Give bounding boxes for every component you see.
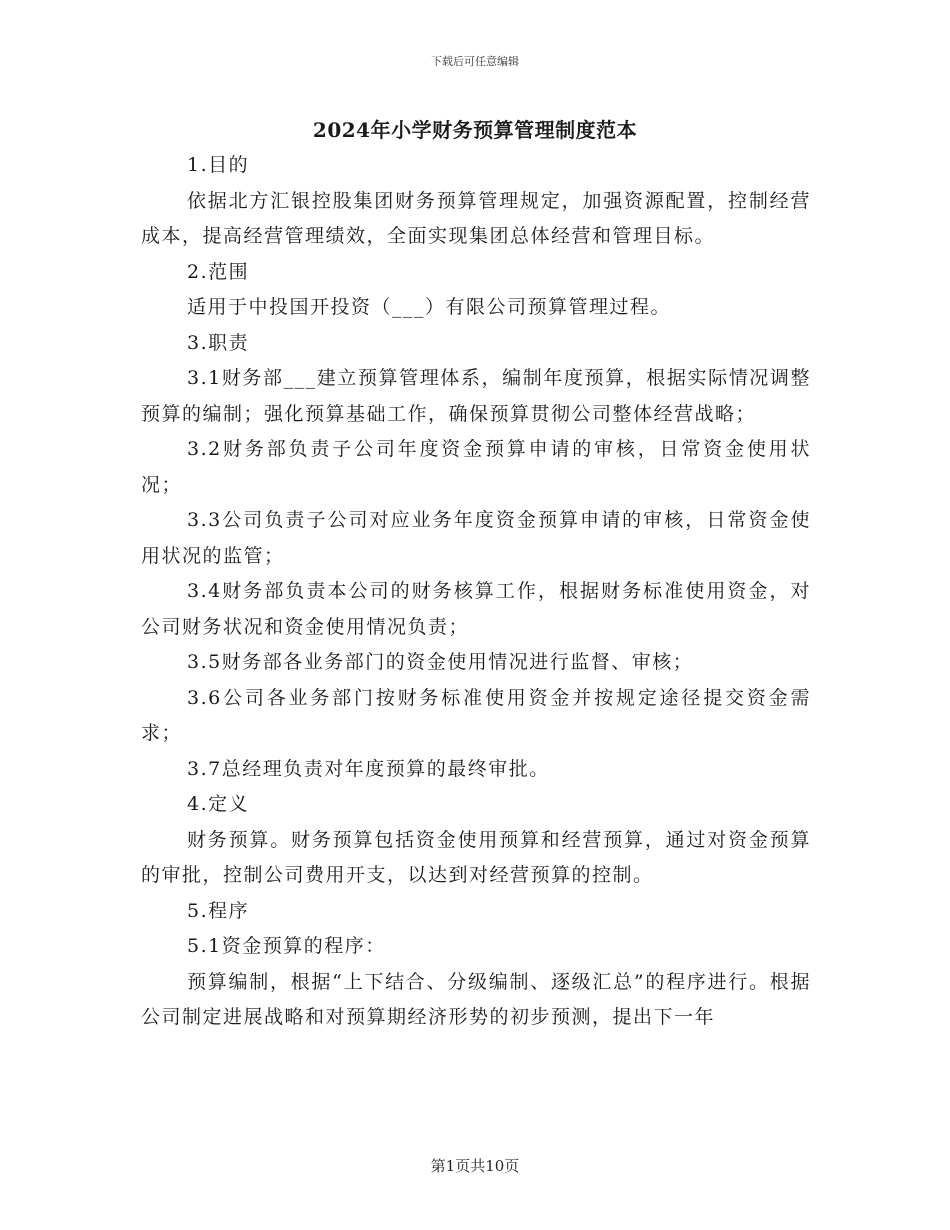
section-heading-scope: 2.范围 xyxy=(187,260,250,283)
document-title: 2024年小学财务预算管理制度范本 xyxy=(312,118,638,142)
paragraph: 3.6公司各业务部门按财务标准使用资金并按规定途径提交资金需求； xyxy=(141,686,811,744)
paragraph: 3.7总经理负责对年度预算的最终审批。 xyxy=(187,757,550,780)
paragraph: 3.4财务部负责本公司的财务核算工作，根据财务标准使用资金，对公司财务状况和资金使用情况负责； xyxy=(141,580,811,638)
paragraph: 依据北方汇银控股集团财务预算管理规定，加强资源配置，控制经营成本，提高经营管理绩效，全面实现集团总体经营和管理目标。 xyxy=(141,189,811,247)
paragraph: 3.5财务部各业务部门的资金使用情况进行监督、审核； xyxy=(187,651,694,673)
paragraph: 财务预算。财务预算包括资金使用预算和经营预算，通过对资金预算的审批，控制公司费用开支，以达到对经营预算的控制。 xyxy=(141,828,811,886)
document-body xyxy=(141,148,811,1036)
paragraph: 3.1财务部___建立预算管理体系，编制年度预算，根据实际情况调整预算的编制；强化预算基础工作，确保预算贯彻公司整体经营战略； xyxy=(141,367,811,425)
section-heading-procedure: 5.程序 xyxy=(187,899,250,922)
page-number: 第1页共10页 xyxy=(430,1157,520,1175)
section-heading-definition: 4.定义 xyxy=(187,793,250,815)
section-heading-responsibilities: 3.职责 xyxy=(187,331,250,354)
subsection-heading: 5.1资金预算的程序： xyxy=(187,935,386,957)
paragraph: 3.3公司负责子公司对应业务年度资金预算申请的审核，日常资金使用状况的监管； xyxy=(141,509,811,567)
header-note: 下载后可任意编辑 xyxy=(431,55,519,68)
section-heading-purpose: 1.目的 xyxy=(187,154,250,176)
paragraph: 3.2财务部负责子公司年度资金预算申请的审核，日常资金使用状况； xyxy=(141,438,811,496)
paragraph: 预算编制，根据“上下结合、分级编制、逐级汇总”的程序进行。根据公司制定进展战略和对预算期经济形势的初步预测，提出下一年 xyxy=(141,970,811,1028)
paragraph: 适用于中投国开投资（___）有限公司预算管理过程。 xyxy=(187,296,672,318)
